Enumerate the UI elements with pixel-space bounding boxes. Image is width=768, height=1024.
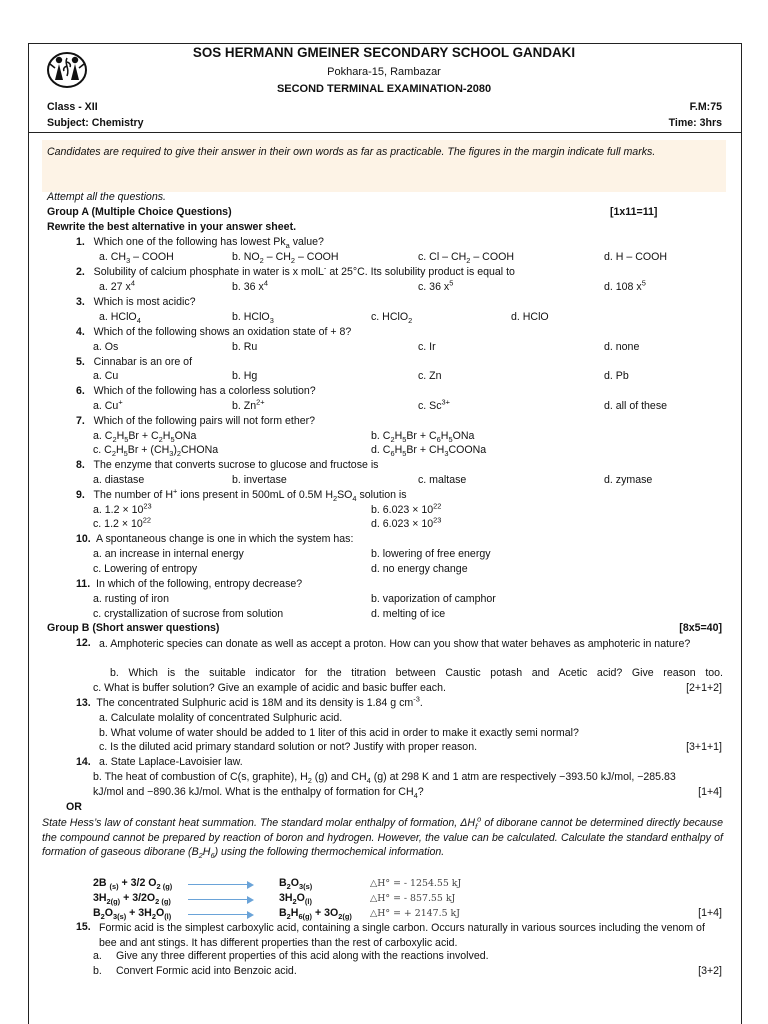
q10-option-c: c. Lowering of entropy [93, 563, 198, 575]
q13-part-b: b. What volume of water should be added to 1 liter of this acid in order to make it exactly semi normal? [99, 727, 579, 739]
q11-option-a: a. rusting of iron [93, 593, 169, 605]
school-name: SOS HERMANN GMEINER SECONDARY SCHOOL GANDAKI [192, 45, 576, 60]
q3-option-a: a. HClO$_4$ [99, 311, 141, 326]
page-border-left [28, 143, 29, 1024]
q2-option-b: b. 36 $x^4$ [232, 278, 268, 293]
reaction-3-enthalpy: △H° = + 2147.5 kJ [370, 908, 460, 919]
question-13: 13. The concentrated Sulphuric acid is 18M and its density is 1.84 g $cm^{-3}$. [76, 694, 423, 709]
q13-part-c: c. Is the diluted acid primary standard solution or not? Justify with proper reason. [99, 741, 478, 753]
question-15-number: 15. [76, 921, 91, 933]
q7-option-a: a. $C_2H_5Br + C_2H_5ONa$ [93, 430, 197, 445]
q14-marks: [1+4] [698, 786, 722, 798]
time-allowed: Time: 3hrs [668, 117, 722, 129]
q7-option-c: c. $C_2H_5Br$ + $(CH_3)_2CHONa$ [93, 444, 219, 459]
q7-option-b: b. $C_2H_5Br + C_6H_5ONa$ [371, 430, 475, 445]
q10-option-d: d. no energy change [371, 563, 468, 575]
reaction-3-reactants: $B_2O_{3(s)} + 3H_2O_{(l)}$ [93, 907, 172, 922]
q14-part-a: a. State Laplace-Lavoisier law. [99, 756, 243, 768]
q11-option-d: d. melting of ice [371, 608, 446, 620]
question-10: 10. A spontaneous change is one in which the system has: [76, 533, 354, 545]
header-divider [28, 132, 742, 133]
q3-option-b: b. HClO$_3$ [232, 311, 274, 326]
q5-option-b: b. Hg [232, 370, 258, 382]
q15-part-a-label: a. [93, 950, 102, 962]
q4-option-a: a. Os [93, 341, 119, 353]
reaction-3-arrow-icon [188, 914, 252, 915]
q1-option-c: c. Cl – $CH_2$ – COOH [418, 251, 514, 266]
question-7: 7. Which of the following pairs will not form ether? [76, 415, 316, 427]
q13-part-a: a. Calculate molality of concentrated Sulphuric acid. [99, 712, 343, 724]
q4-option-c: c. Ir [418, 341, 436, 353]
rewrite-instruction: Rewrite the best alternative in your answer sheet. [47, 221, 297, 233]
question-8: 8. The enzyme that converts sucrose to glucose and fructose is [76, 459, 379, 471]
reaction-3-product: $B_2H_{6(g)} + 3O_{2(g)}$ [279, 907, 352, 922]
question-6: 6. Which of the following has a colorless solution? [76, 385, 316, 397]
group-b-title: Group B (Short answer questions) [47, 622, 220, 634]
q13-marks: [3+1+1] [686, 741, 722, 753]
q15-marks: [3+2] [698, 965, 722, 977]
q8-option-b: b. invertase [232, 474, 287, 486]
q10-option-a: a. an increase in internal energy [93, 548, 244, 560]
question-3: 3. Which is most acidic? [76, 296, 196, 308]
q1-option-d: d. H – COOH [604, 251, 667, 263]
q14-or-question: State Hess’s law of constant heat summation. The standard molar enthalpy of formation, $\Delta H_f^o$ of diborane cannot be determined directly because the compound cannot be prepared by reaction of boron and hydrogen. However, the value can be calculated. Calculate the standard enthalpy of formation of gaseous diborane $(B_2H_6)$ using the following thermochemical information. [42, 814, 723, 861]
exam-title: SECOND TERMINAL EXAMINATION-2080 [276, 83, 492, 95]
q5-option-d: d. Pb [604, 370, 629, 382]
q5-option-c: c. Zn [418, 370, 442, 382]
reaction-2-product: $3H_2O_{(l)}$ [279, 892, 312, 907]
q15-part-b: Convert Formic acid into Benzoic acid. [116, 965, 297, 977]
q9-option-d: d. $6.023 \times 10^{23}$ [371, 515, 442, 530]
q12-part-c: c. What is buffer solution? Give an example of acidic and basic buffer each. [93, 682, 446, 694]
q10-option-b: b. lowering of free energy [371, 548, 491, 560]
question-11: 11. In which of the following, entropy decrease? [76, 578, 303, 590]
reaction-1-enthalpy: △H° = - 1254.55 kJ [370, 878, 462, 889]
question-1: 1. Which one of the following has lowest $Pk_a$ value? [76, 236, 324, 251]
q9-option-b: b. $6.023 \times 10^{22}$ [371, 501, 442, 516]
reaction-2-arrow-icon [188, 899, 252, 900]
q8-option-a: a. diastase [93, 474, 145, 486]
question-4: 4. Which of the following shows an oxidation state of + 8? [76, 326, 352, 338]
q14-part-b-line2: kJ/mol and −890.36 kJ/mol. What is the enthalpy of formation for $CH_4$? [93, 786, 424, 801]
q6-option-d: d. all of these [604, 400, 668, 412]
q15-part-b-label: b. [93, 965, 102, 977]
class-label: Class - XII [47, 101, 98, 113]
q9-option-a: a. $1.2 \times 10^{23}$ [93, 501, 152, 516]
question-12-number: 12. [76, 637, 91, 649]
reaction-1-product: $B_2O_{3(s)}$ [279, 877, 313, 892]
q3-option-d: d. HClO [511, 311, 549, 323]
q11-option-b: b. vaporization of camphor [371, 593, 496, 605]
subject-label: Subject: Chemistry [47, 117, 144, 129]
q12-marks: [2+1+2] [686, 682, 722, 694]
q1-option-b: b. $NO_2 - CH_2$ – COOH [232, 251, 339, 266]
reaction-2-reactants: $3H_{2(g)} + 3/2O_{2 (g)}$ [93, 892, 171, 907]
q12-part-a: a. Amphoteric species can donate as well as accept a proton. How can you show that water behaves as amphoteric in nature? [99, 638, 691, 650]
q2-option-d: d. 108 $x^5$ [604, 278, 646, 293]
q8-option-d: d. zymase [604, 474, 653, 486]
reaction-1-arrow-icon [188, 884, 252, 885]
q2-option-a: a. 27 $x^4$ [99, 278, 135, 293]
group-b-marks: [8x5=40] [679, 622, 722, 634]
q8-option-c: c. maltase [418, 474, 467, 486]
reaction-2-enthalpy: △H° = - 857.55 kJ [370, 893, 456, 904]
question-5: 5. Cinnabar is an ore of [76, 356, 193, 368]
school-address: Pokhara-15, Rambazar [327, 66, 441, 78]
q11-option-c: c. crystallization of sucrose from solution [93, 608, 284, 620]
group-a-title: Group A (Multiple Choice Questions) [47, 206, 232, 218]
q12-part-b: b. Which is the suitable indicator for the titration between Caustic potash and Acetic acid? Give reason too. [110, 667, 723, 679]
q2-option-c: c. 36 $x^5$ [418, 278, 454, 293]
q5-option-a: a. Cu [93, 370, 119, 382]
q6-option-b: b. $Zn^{2+}$ [232, 397, 265, 412]
q7-option-d: d. $C_6H_5Br$ + $CH_3COONa$ [371, 444, 487, 459]
question-2: 2. Solubility of calcium phosphate in water is x molL- at 25°C. Its solubility product is equal to [76, 263, 515, 278]
q6-option-c: c. $Sc^{3+}$ [418, 397, 450, 412]
question-14-number: 14. [76, 756, 91, 768]
question-9: 9. The number of H+ ions present in 500mL of 0.5M $H_2SO_4$ solution is [76, 486, 407, 504]
q4-option-b: b. Ru [232, 341, 258, 353]
q1-option-a: a. $CH_3$ – COOH [99, 251, 174, 266]
or-label: OR [66, 801, 82, 813]
page-border-right [741, 143, 742, 1024]
full-marks: F.M:75 [689, 101, 722, 113]
group-a-marks: [1x11=11] [610, 206, 658, 218]
reaction-1-reactants: 2B $_{(s)}$ + 3/2 $O_{2 (g)}$ [93, 877, 173, 892]
q15-text: Formic acid is the simplest carboxylic acid, containing a single carbon. Occurs naturally in various sources including the venom of bee and ant stings. It has different properties than the rest of carboxylic acid. [99, 922, 705, 949]
q14-or-marks: [1+4] [698, 907, 722, 919]
attempt-text: Attempt all the questions. [47, 191, 166, 203]
instructions-text: Candidates are required to give their answer in their own words as far as practicable. The figures in the margin indicate full marks. [47, 146, 656, 158]
q14-part-b-line1: b. The heat of combustion of C(s, graphite), $H_2$ (g) and $CH_4$ (g) at 298 K and 1 atm are respectively −393.50 kJ/mol, −285.83 [93, 771, 676, 786]
q9-option-c: c. $1.2 \times 10^{22}$ [93, 515, 152, 530]
q4-option-d: d. none [604, 341, 640, 353]
q15-part-a: Give any three different properties of this acid along with the reactions involved. [116, 950, 489, 962]
q3-option-c: c. HClO$_2$ [371, 311, 413, 326]
q6-option-a: a. Cu+ [93, 397, 123, 412]
